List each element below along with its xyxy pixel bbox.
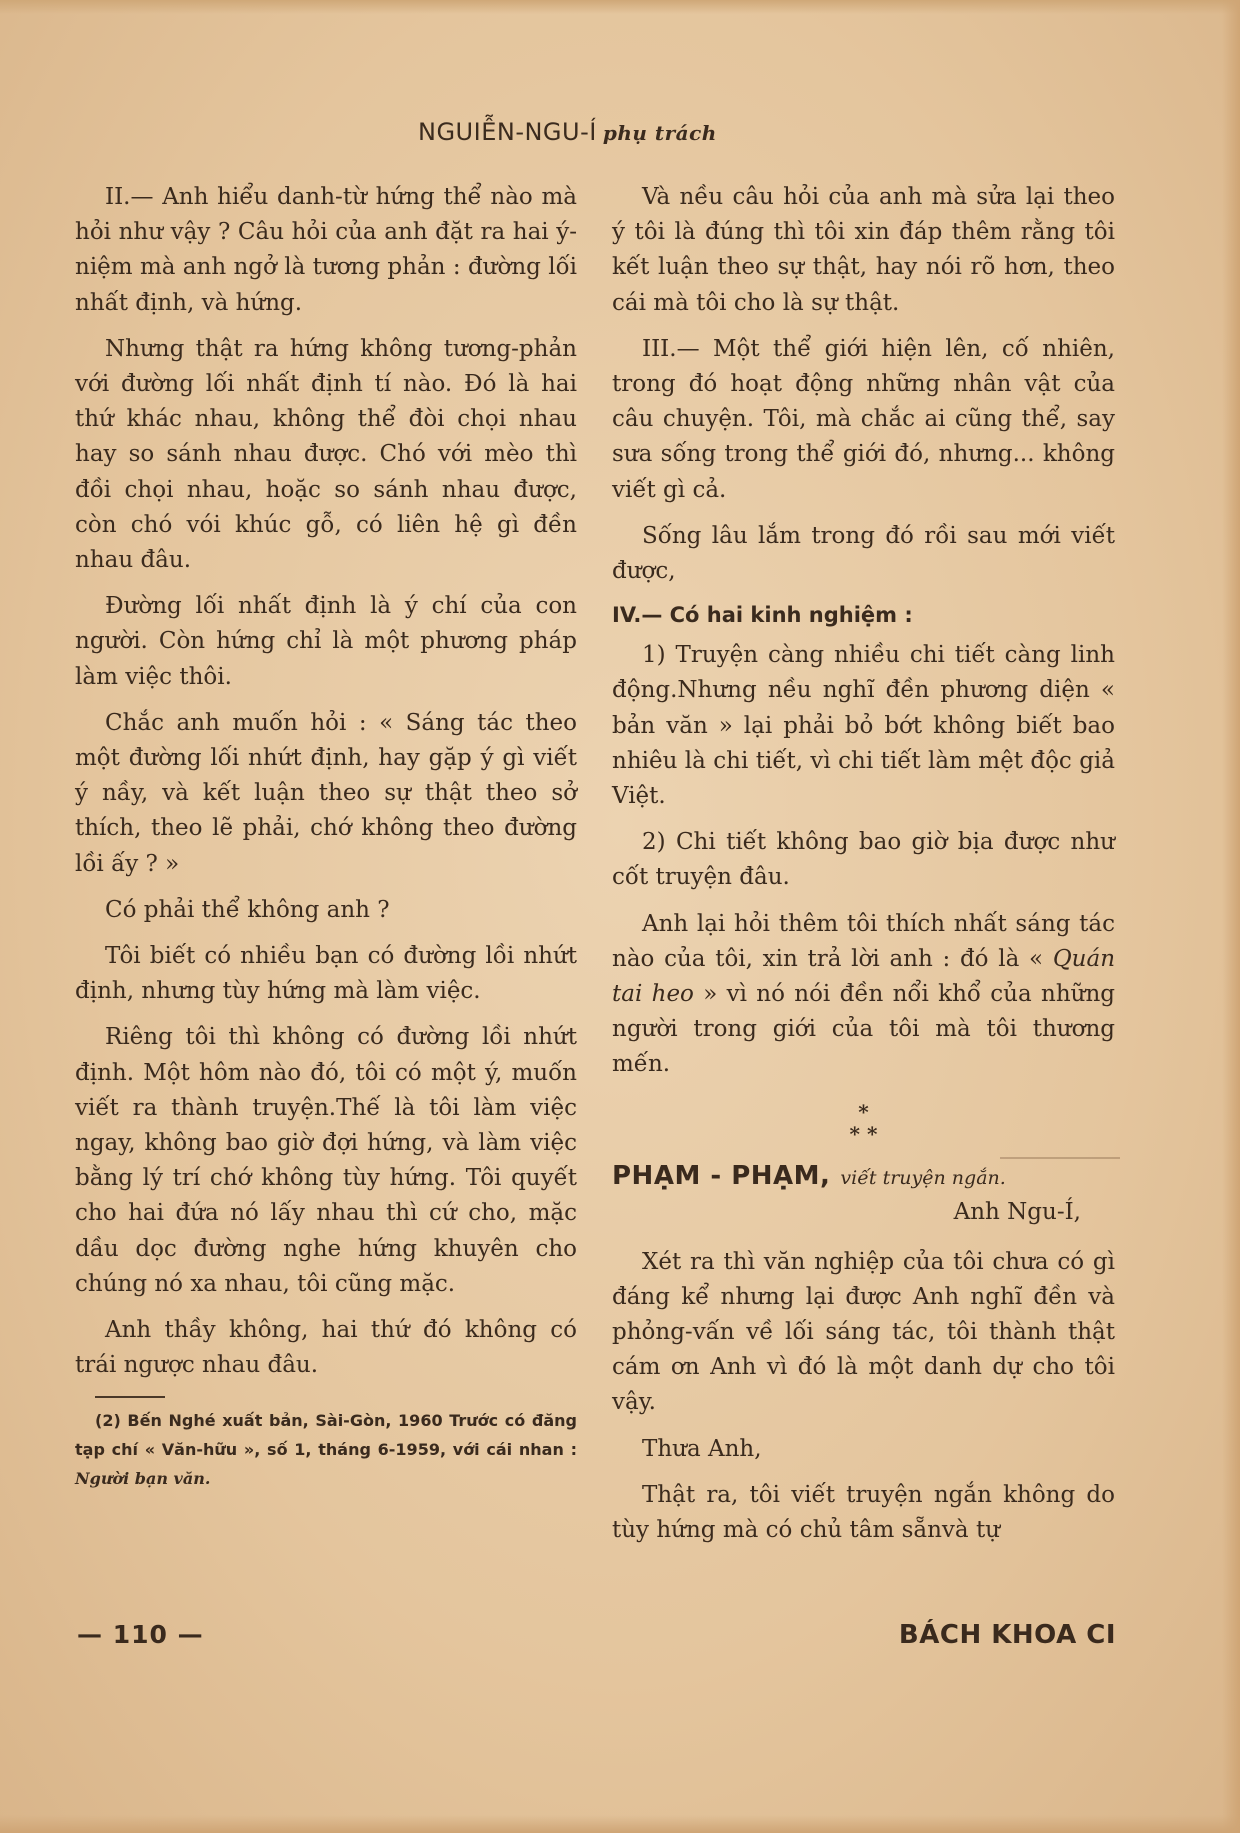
- journal-name: BÁCH KHOA CI: [898, 1620, 1116, 1650]
- paragraph: 1) Truyện càng nhiều chi tiết càng linh động.Nhưng nều nghĩ đền phương diện « bản văn » lại phải bỏ bớt không biết bao nhiêu là chi tiết, vì chi tiết làm mệt độc giả Việt.: [612, 642, 1115, 810]
- paragraph: Anh thầy không, hai thứ đó không có trái ngược nhau đâu.: [75, 1317, 577, 1379]
- editor-name: NGUIỄN-NGU-Í: [418, 118, 597, 146]
- paragraph: Chắc anh muốn hỏi : « Sáng tác theo một đường lối nhứt định, hay gặp ý gì viết ý nầy, và kết luận theo sự thật theo sở thích, theo lẽ phải, chớ không theo đường lồi ấy ? »: [75, 709, 577, 877]
- paragraph: Thật ra, tôi viết truyện ngắn không do tùy hứng mà có chủ tâm sẵnvà tự: [612, 1481, 1115, 1544]
- favorite-after: » vì nó nói đền nổi khổ của những người trong giới của tôi mà tôi thương mến.: [612, 981, 1116, 1078]
- salutation: Thưa Anh,: [642, 1435, 762, 1462]
- faint-rule: [1000, 1157, 1120, 1159]
- paragraph: Riêng tôi thì không có đường lồi nhứt định. Một hôm nào đó, tôi có một ý, muốn viết ra thành truyện.Thế là tôi làm việc ngay, không bao giờ đợi hứng, và làm việc bằng lý trí chớ không tùy hứng. Tôi quyết cho hai đứa nó lấy nhau thì cứ cho, mặc dầu dọc đường nghe hứng khuyên cho chúng nó xa nhau, tôi cũng mặc.: [75, 1024, 577, 1297]
- paragraph: Có phải thể không anh ?: [105, 896, 390, 923]
- paragraph: II.— Anh hiểu danh-từ hứng thể nào mà hỏi như vậy ? Câu hỏi của anh đặt ra hai ý-niệm mà anh ngở là tương phản : đường lối nhất định, và hứng.: [75, 184, 577, 316]
- section-iv-heading: IV.— Có hai kinh nghiệm :: [612, 603, 913, 628]
- author-role: viết truyện ngắn.: [840, 1166, 1006, 1189]
- paragraph: Và nều câu hỏi của anh mà sửa lại theo ý tôi là đúng thì tôi xin đáp thêm rằng tôi kết luận theo sự thật, hay nói rõ hơn, theo cái mà tôi cho là sự thật.: [612, 184, 1115, 316]
- footnote-text: (2) Bến Nghé xuất bản, Sài-Gòn, 1960 Trước có đăng tạp chí « Văn-hữu », số 1, tháng 6-1959, với cái nhan :: [75, 1410, 577, 1459]
- star-top: *: [858, 1099, 869, 1124]
- star-bottom: * *: [849, 1121, 878, 1146]
- left-column: [75, 180, 577, 1493]
- editor-role: phụ trách: [602, 121, 717, 145]
- paragraph: III.— Một thể giới hiện lên, cố nhiên, trong đó hoạt động những nhân vật của câu chuyện. Tôi, mà chắc ai cũng thể, say sưa sống trong thể giới đó, nhưng... không viết gì cả.: [612, 335, 1115, 503]
- favorite-before: Anh lại hỏi thêm tôi thích nhất sáng tác nào của tôi, xin trả lời anh : đó là «: [612, 910, 1115, 972]
- section-divider-stars: [612, 1101, 1115, 1145]
- author-name: PHẠM - PHẠM,: [612, 1160, 831, 1191]
- favorite-work-paragraph: [612, 907, 1115, 1083]
- right-column: [612, 180, 1115, 1559]
- favorite-title: Quán tai heo: [612, 945, 1116, 1008]
- paragraph: Tôi biết có nhiều bạn có đường lồi nhứt định, nhưng tùy hứng mà làm việc.: [75, 943, 577, 1005]
- section-header: [418, 118, 818, 146]
- paragraph: Sống lâu lắm trong đó rồi sau mới viết được,: [612, 522, 1115, 585]
- page-edge-right: [1222, 0, 1240, 1833]
- footnote: [75, 1406, 577, 1493]
- author-line: [612, 1159, 1115, 1195]
- footnote-title: Người bạn văn.: [75, 1468, 211, 1488]
- paragraph: 2) Chi tiết không bao giờ bịa được như cốt truyện đâu.: [612, 829, 1115, 891]
- paragraph: Đường lối nhất định là ý chí của con người. Còn hứng chỉ là một phương pháp làm việc thôi.: [75, 593, 577, 690]
- paragraph: Nhưng thật ra hứng không tương-phản với đường lối nhất định tí nào. Đó là hai thứ khác nhau, không thể đòi chọi nhau hay so sánh nhau được. Chó với mèo thì đồi chọi nhau, hoặc so sánh nhau được, còn chó vói khúc gỗ, có liên hệ gì đền nhau đâu.: [75, 335, 577, 574]
- page-edge-bottom: [0, 1815, 1240, 1833]
- page-number: — 110 —: [77, 1620, 204, 1649]
- footnote-rule: [95, 1396, 165, 1398]
- paragraph: Xét ra thì văn nghiệp của tôi chưa có gì đáng kể nhưng lại được Anh nghĩ đền và phỏng-vấn về lối sáng tác, tôi thành thật cám ơn Anh vì đó là một danh dự cho tôi vậy.: [612, 1248, 1115, 1416]
- page-edge-top: [0, 0, 1240, 14]
- addressee: Anh Ngu-Í,: [953, 1198, 1081, 1225]
